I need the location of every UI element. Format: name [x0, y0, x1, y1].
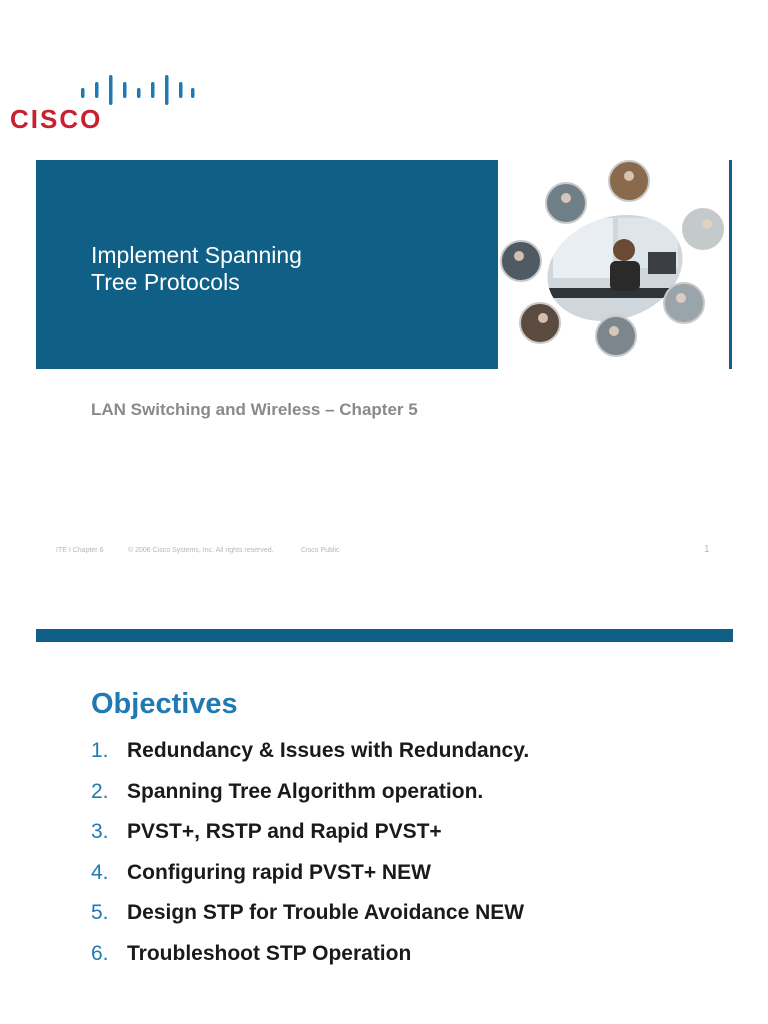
item-text: Configuring rapid PVST+ NEW	[127, 860, 431, 884]
list-item	[91, 859, 731, 900]
objectives-list	[91, 737, 731, 980]
item-number: 5.	[91, 901, 109, 924]
list-item	[91, 940, 731, 981]
item-text: Troubleshoot STP Operation	[127, 941, 412, 965]
footer-copyright: © 2006 Cisco Systems, Inc. All rights reserved.	[128, 547, 274, 554]
cisco-bridge-icon	[80, 74, 195, 106]
item-text: Spanning Tree Algorithm operation.	[127, 779, 484, 803]
cisco-wordmark: CISCO	[10, 104, 103, 134]
item-number: 6.	[91, 941, 109, 965]
list-item	[91, 778, 731, 819]
photo-collage	[498, 160, 732, 369]
objectives-heading: Objectives	[91, 688, 238, 720]
title-line-1: Implement Spanning	[91, 242, 302, 268]
list-item	[91, 899, 731, 940]
footer-chapter: ITE I Chapter 6	[56, 547, 104, 554]
item-text: PVST+, RSTP and Rapid PVST+	[127, 820, 442, 843]
item-number: 1.	[91, 739, 109, 762]
item-number: 2.	[91, 779, 109, 803]
slide-subtitle: LAN Switching and Wireless – Chapter 5	[91, 400, 418, 419]
page-number: 1	[704, 544, 710, 555]
slide-title	[91, 242, 491, 296]
list-item	[91, 737, 731, 778]
people-collage-icon	[498, 160, 729, 369]
title-line-2: Tree Protocols	[91, 269, 240, 295]
item-text: Design STP for Trouble Avoidance NEW	[127, 901, 525, 924]
footer-classification: Cisco Public	[301, 547, 340, 554]
item-number: 4.	[91, 860, 109, 884]
item-number: 3.	[91, 820, 109, 843]
slide-top-bar	[36, 629, 733, 642]
list-item	[91, 818, 731, 859]
item-text: Redundancy & Issues with Redundancy.	[127, 739, 530, 762]
